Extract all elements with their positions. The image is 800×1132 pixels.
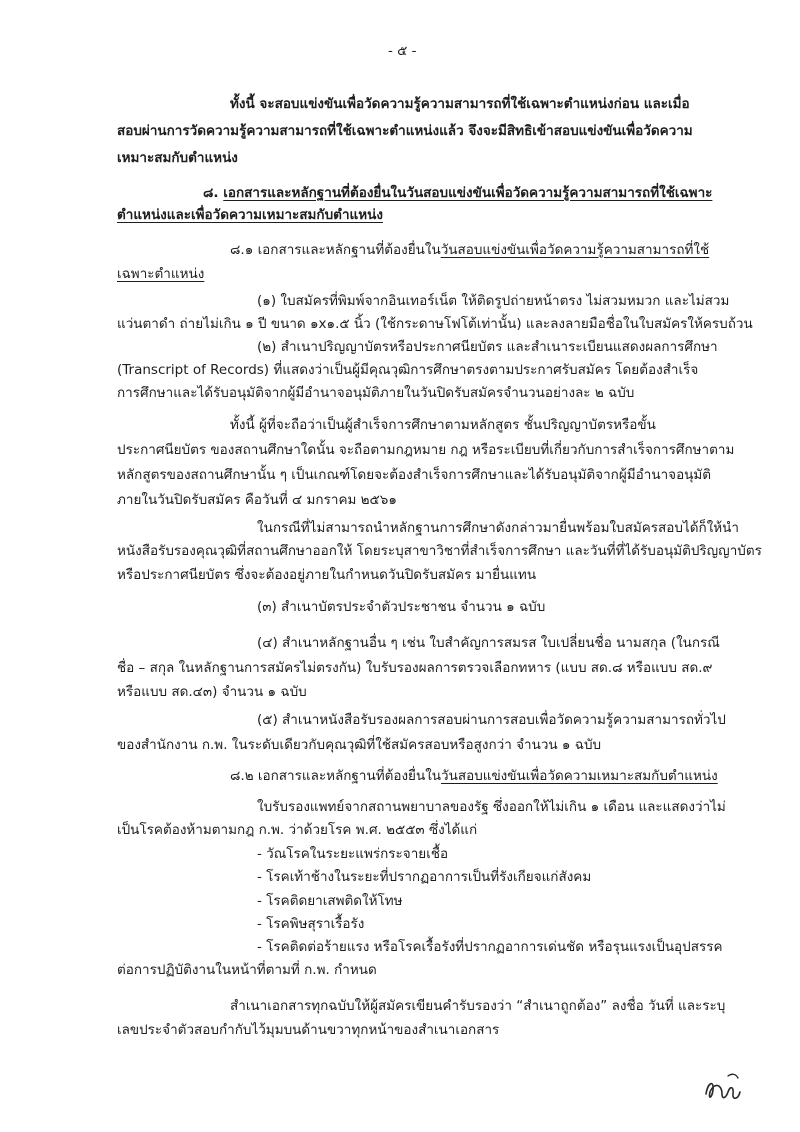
- item-4-line-2: ชื่อ – สกุล ในหลักฐานการสมัครไม่ตรงกัน) ใบรับรองผลการตรวจเลือกทหาร (แบบ สด.๘ หรือแบบ สด.๙: [117, 660, 713, 676]
- disease-item: - โรคเท้าช้างในระยะที่ปรากฏอาการเป็นที่รังเกียจแก่สังคม: [257, 869, 592, 885]
- section-8-heading: [203, 183, 712, 203]
- closing-line-2: เลขประจำตัวสอบกำกับไว้มุมบนด้านขวาทุกหน้าของสำเนาเอกสาร: [117, 1022, 500, 1038]
- note-2-line-2: หนังสือรับรองคุณวุฒิที่สถานศึกษาออกให้ โดยระบุสาขาวิชาที่สำเร็จการศึกษา และวันที่ที่ได้รับอนุมัติปริญญาบัตร: [117, 543, 762, 559]
- section-8-number: ๘.: [203, 185, 219, 201]
- item-2-line-1: (๒) สำเนาปริญญาบัตรหรือประกาศนียบัตร และสำเนาระเบียนแสดงผลการศึกษา: [257, 339, 718, 355]
- medical-last-line: ต่อการปฏิบัติงานในหน้าที่ตามที่ ก.พ. กำหนด: [117, 962, 377, 978]
- item-2-line-2: (Transcript of Records) ที่แสดงว่าเป็นผู้มีคุณวุฒิการศึกษาตรงตามประกาศรับสมัคร โดยต้องสำเร็จ: [117, 362, 699, 378]
- subsection-8-2-prefix: ๘.๒ เอกสารและหลักฐานที่ต้องยื่นใน: [230, 768, 442, 784]
- item-1-line-2: แว่นตาดำ ถ่ายไม่เกิน ๑ ปี ขนาด ๑x๑.๕ นิ้ว (ใช้กระดาษโฟโต้เท่านั้น) และลงลายมือชื่อในใบสมัครให้ครบถ้วน: [117, 316, 753, 332]
- intro-line-3: เหมาะสมกับตำแหน่ง: [117, 150, 238, 166]
- intro-line-2: สอบผ่านการวัดความรู้ความสามารถที่ใช้เฉพาะตำแหน่งแล้ว จึงจะมีสิทธิเข้าสอบแข่งขันเพื่อวัดความ: [117, 123, 693, 139]
- disease-item: - วัณโรคในระยะแพร่กระจายเชื้อ: [257, 846, 449, 862]
- item-3-line-1: (๓) สำเนาบัตรประจำตัวประชาชน จำนวน ๑ ฉบับ: [257, 599, 546, 615]
- intro-line-1: ทั้งนี้ จะสอบแข่งขันเพื่อวัดความรู้ความสามารถที่ใช้เฉพาะตำแหน่งก่อน และเมื่อ: [230, 96, 690, 112]
- subsection-8-2-heading: [230, 766, 718, 786]
- subsection-8-1-prefix: ๘.๑ เอกสารและหลักฐานที่ต้องยื่นใน: [230, 242, 441, 258]
- subsection-8-1-underlined: วันสอบแข่งขันเพื่อวัดความรู้ความสามารถที่ใช้: [440, 242, 710, 258]
- disease-item: - โรคพิษสุราเรื้อรัง: [257, 916, 365, 932]
- page-number: - ๕ -: [388, 43, 417, 59]
- note-2-line-1: ในกรณีที่ไม่สามารถนำหลักฐานการศึกษาดังกล่าวมายื่นพร้อมใบสมัครสอบได้ก็ให้นำ: [257, 520, 739, 536]
- item-5-line-2: ของสำนักงาน ก.พ. ในระดับเดียวกับคุณวุฒิที่ใช้สมัครสอบหรือสูงกว่า จำนวน ๑ ฉบับ: [117, 737, 602, 753]
- item-5-line-1: (๕) สำเนาหนังสือรับรองผลการสอบผ่านการสอบเพื่อวัดความรู้ความสามารถทั่วไป: [257, 712, 726, 728]
- item-4-line-1: (๔) สำเนาหลักฐานอื่น ๆ เช่น ใบสำคัญการสมรส ใบเปลี่ยนชื่อ นามสกุล (ในกรณี: [257, 635, 720, 651]
- note-1-line-3: หลักสูตรของสถานศึกษานั้น ๆ เป็นเกณฑ์โดยจะต้องสำเร็จการศึกษาและได้รับอนุมัติจากผู้มีอำนาจอนุมัติ: [117, 467, 712, 483]
- closing-line-1: สำเนาเอกสารทุกฉบับให้ผู้สมัครเขียนคำรับรองว่า “สำเนาถูกต้อง” ลงชื่อ วันที่ และระบุ: [230, 998, 726, 1014]
- subsection-8-1-line-2: เฉพาะตำแหน่ง: [117, 266, 205, 282]
- note-1-line-2: ประกาศนียบัตร ของสถานศึกษาใดนั้น จะถือตามกฎหมาย กฎ หรือระเบียบที่เกี่ยวกับการสำเร็จการศึกษาตาม: [117, 442, 735, 458]
- subsection-8-1-heading: [230, 240, 709, 260]
- section-8-heading-line-2: ตำแหน่งและเพื่อวัดความเหมาะสมกับตำแหน่ง: [117, 207, 383, 223]
- handwritten-signature-icon: [700, 1068, 750, 1108]
- section-8-heading-line-1: เอกสารและหลักฐานที่ต้องยื่นในวันสอบแข่งขันเพื่อวัดความรู้ความสามารถที่ใช้เฉพาะ: [223, 185, 713, 201]
- item-4-line-3: หรือแบบ สด.๔๓) จำนวน ๑ ฉบับ: [117, 684, 307, 700]
- medical-line-2: เป็นโรคต้องห้ามตามกฎ ก.พ. ว่าด้วยโรค พ.ศ. ๒๕๕๓ ซึ่งได้แก่: [117, 822, 478, 838]
- note-1-line-1: ทั้งนี้ ผู้ที่จะถือว่าเป็นผู้สำเร็จการศึกษาตามหลักสูตร ชั้นปริญญาบัตรหรือขั้น: [230, 417, 656, 433]
- disease-item: - โรคติดต่อร้ายแรง หรือโรคเรื้อรังที่ปรากฏอาการเด่นชัด หรือรุนแรงเป็นอุปสรรค: [257, 939, 723, 955]
- note-2-line-3: หรือประกาศนียบัตร ซึ่งจะต้องอยู่ภายในกำหนดวันปิดรับสมัคร มายื่นแทน: [117, 567, 537, 583]
- item-2-line-3: การศึกษาและได้รับอนุมัติจากผู้มีอำนาจอนุมัติภายในวันปิดรับสมัครจำนวนอย่างละ ๒ ฉบับ: [117, 385, 635, 401]
- note-1-line-4: ภายในวันปิดรับสมัคร คือวันที่ ๔ มกราคม ๒๕๖๑: [117, 492, 397, 508]
- medical-line-1: ใบรับรองแพทย์จากสถานพยาบาลของรัฐ ซึ่งออกให้ไม่เกิน ๑ เดือน และแสดงว่าไม่: [257, 799, 726, 815]
- item-1-line-1: (๑) ใบสมัครที่พิมพ์จากอินเทอร์เน็ต ให้ติดรูปถ่ายหน้าตรง ไม่สวมหมวก และไม่สวม: [257, 293, 730, 309]
- disease-item: - โรคติดยาเสพติดให้โทษ: [257, 893, 403, 909]
- subsection-8-2-underlined: วันสอบแข่งขันเพื่อวัดความเหมาะสมกับตำแหน่ง: [441, 768, 718, 784]
